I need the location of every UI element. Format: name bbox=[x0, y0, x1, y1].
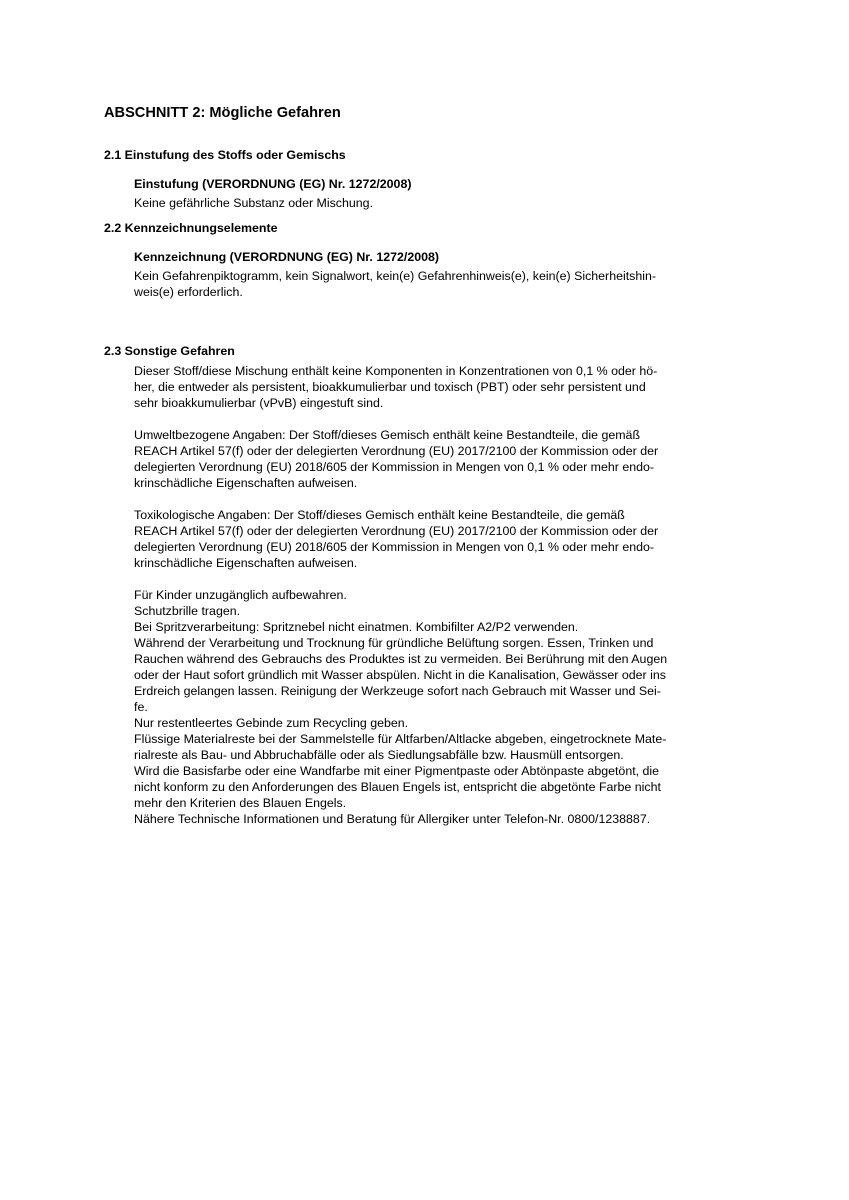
subsection-2-2-heading: 2.2 Kennzeichnungselemente bbox=[104, 221, 278, 235]
text-line: nicht konform zu den Anforderungen des Blauen Engels ist, entspricht die abgetönte Farbe nicht bbox=[134, 780, 661, 794]
text-line: Flüssige Materialreste bei der Sammelstelle für Altfarben/Altlacke abgeben, eingetrocknete Mate- bbox=[134, 732, 667, 746]
text-line: REACH Artikel 57(f) oder der delegierten Verordnung (EU) 2017/2100 der Kommission oder der bbox=[134, 444, 659, 458]
text-line: weis(e) erforderlich. bbox=[134, 285, 243, 299]
text-line: delegierten Verordnung (EU) 2018/605 der Kommission in Mengen von 0,1 % oder mehr endo- bbox=[134, 460, 655, 474]
text-line: Während der Verarbeitung und Trocknung für gründliche Belüftung sorgen. Essen, Trinken und bbox=[134, 636, 654, 650]
text-line: her, die entweder als persistent, bioakkumulierbar und toxisch (PBT) oder sehr persistent und bbox=[134, 380, 646, 394]
text-line: Dieser Stoff/diese Mischung enthält keine Komponenten in Konzentrationen von 0,1 % oder hö- bbox=[134, 364, 658, 378]
subsection-2-1-heading: 2.1 Einstufung des Stoffs oder Gemischs bbox=[104, 148, 346, 162]
text-line: rialreste als Bau- und Abbruchabfälle oder als Siedlungsabfälle bzw. Hausmüll entsorgen. bbox=[134, 748, 624, 762]
text-line: krinschädliche Eigenschaften aufweisen. bbox=[134, 556, 358, 570]
classification-text bbox=[134, 195, 744, 211]
text-line: Wird die Basisfarbe oder eine Wandfarbe mit einer Pigmentpaste oder Abtönpaste abgetönt, die bbox=[134, 764, 660, 778]
labelling-text bbox=[134, 268, 744, 300]
labelling-heading: Kennzeichnung (VERORDNUNG (EG) Nr. 1272/2008) bbox=[134, 250, 440, 264]
subsection-2-3-heading: 2.3 Sonstige Gefahren bbox=[104, 344, 235, 358]
text-line: fe. bbox=[134, 700, 148, 714]
text-line: Toxikologische Angaben: Der Stoff/dieses Gemisch enthält keine Bestandteile, die gemäß bbox=[134, 508, 625, 522]
text-line: Schutzbrille tragen. bbox=[134, 604, 241, 618]
text-line: delegierten Verordnung (EU) 2018/605 der Kommission in Mengen von 0,1 % oder mehr endo- bbox=[134, 540, 655, 554]
text-line: sehr bioakkumulierbar (vPvB) eingestuft sind. bbox=[134, 396, 384, 410]
environment-paragraph bbox=[134, 427, 744, 491]
pbt-paragraph bbox=[134, 363, 744, 411]
text-line: REACH Artikel 57(f) oder der delegierten Verordnung (EU) 2017/2100 der Kommission oder der bbox=[134, 524, 659, 538]
text-line: Umweltbezogene Angaben: Der Stoff/dieses Gemisch enthält keine Bestandteile, die gemäß bbox=[134, 428, 641, 442]
text-line: krinschädliche Eigenschaften aufweisen. bbox=[134, 476, 358, 490]
text-line: Nur restentleertes Gebinde zum Recycling geben. bbox=[134, 716, 409, 730]
text-line: Keine gefährliche Substanz oder Mischung. bbox=[134, 196, 374, 210]
text-line: Kein Gefahrenpiktogramm, kein Signalwort, kein(e) Gefahrenhinweis(e), kein(e) Sicherheitshin- bbox=[134, 269, 657, 283]
text-line: Nähere Technische Informationen und Beratung für Allergiker unter Telefon-Nr. 0800/1238887. bbox=[134, 812, 651, 826]
text-line: Rauchen während des Gebrauchs des Produktes ist zu vermeiden. Bei Berührung mit den Augen bbox=[134, 652, 668, 666]
classification-heading: Einstufung (VERORDNUNG (EG) Nr. 1272/2008) bbox=[134, 177, 412, 191]
toxicology-paragraph bbox=[134, 507, 744, 571]
notes-paragraph bbox=[134, 587, 744, 827]
text-line: Erdreich gelangen lassen. Reinigung der Werkzeuge sofort nach Gebrauch mit Wasser und Sei- bbox=[134, 684, 661, 698]
text-line: oder der Haut sofort gründlich mit Wasser abspülen. Nicht in die Kanalisation, Gewässer oder ins bbox=[134, 668, 666, 682]
text-line: mehr den Kriterien des Blauen Engels. bbox=[134, 796, 347, 810]
text-line: Für Kinder unzugänglich aufbewahren. bbox=[134, 588, 347, 602]
text-line: Bei Spritzverarbeitung: Spritznebel nicht einatmen. Kombifilter A2/P2 verwenden. bbox=[134, 620, 579, 634]
section-title: ABSCHNITT 2: Mögliche Gefahren bbox=[104, 105, 341, 121]
